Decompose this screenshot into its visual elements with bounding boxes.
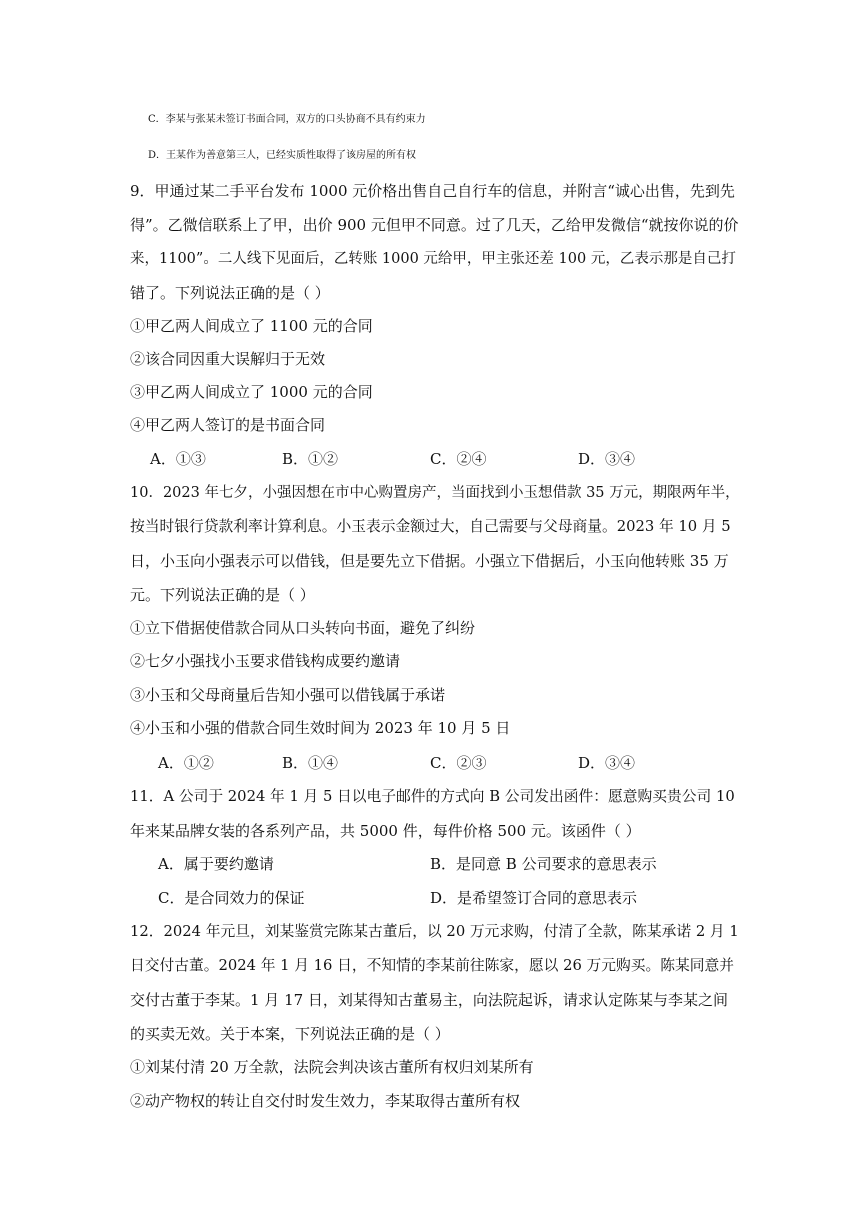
q9-statement-3: ③甲乙两人间成立了 1000 元的合同: [130, 383, 373, 401]
q12-statement-1: ①刘某付清 20 万全款，法院会判决该古董所有权归刘某所有: [130, 1058, 534, 1076]
q10-option-b: B．①④: [282, 754, 339, 772]
q9-option-a: A．①③: [150, 450, 206, 468]
q10-stem-line4: 元。下列说法正确的是（ ）: [130, 586, 315, 604]
q11-option-b: B．是同意 B 公司要求的意思表示: [430, 855, 657, 873]
q9-stem-line4: 错了。下列说法正确的是（ ）: [130, 284, 330, 302]
q9-statement-1: ①甲乙两人间成立了 1100 元的合同: [130, 317, 373, 335]
q11-stem-line2: 年来某品牌女装的各系列产品，共 5000 件，每件价格 500 元。该函件（ ）: [130, 822, 641, 840]
q9-stem-line3: 来，1100”。二人线下见面后，乙转账 1000 元给甲，甲主张还差 100 元，乙表示那是自己打: [130, 251, 736, 267]
q11-stem-line1: 11．A 公司于 2024 年 1 月 5 日以电子邮件的方式向 B 公司发出函件：愿意购买贵公司 10: [130, 788, 735, 805]
q10-option-c: C．②③: [430, 754, 487, 772]
q10-statement-3: ③小玉和父母商量后告知小强可以借钱属于承诺: [130, 686, 446, 704]
q11-option-d: D．是希望签订合同的意思表示: [430, 889, 638, 907]
q9-option-c: C．②④: [430, 450, 487, 468]
q10-option-a: A．①②: [158, 754, 214, 772]
q11-option-c: C．是合同效力的保证: [158, 889, 305, 907]
q12-stem-line4: 的买卖无效。关于本案，下列说法正确的是（ ）: [130, 1025, 450, 1043]
q9-option-b: B．①②: [282, 450, 339, 468]
q9-stem-line1: 9．甲通过某二手平台发布 1000 元价格出售自己自行车的信息，并附言“诚心出售，先到先: [130, 182, 735, 200]
q9-statement-4: ④甲乙两人签订的是书面合同: [130, 416, 326, 434]
q8-option-c: C．李某与张某未签订书面合同，双方的口头协商不具有约束力: [148, 114, 426, 125]
q10-stem-line1: 10．2023 年七夕，小强因想在市中心购置房产，当面找到小玉想借款 35 万元，期限两年半，: [130, 485, 740, 501]
q10-statement-2: ②七夕小强找小玉要求借钱构成要约邀请: [130, 652, 401, 670]
q12-stem-line1: 12．2024 年元旦，刘某鉴赏完陈某古董后，以 20 万元求购，付清了全款，陈某承诺 2 月 1: [130, 923, 739, 940]
q10-statement-1: ①立下借据使借款合同从口头转向书面，避免了纠纷: [130, 619, 476, 637]
q8-option-d: D．王某作为善意第三人，已经实质性取得了该房屋的所有权: [148, 150, 417, 161]
q12-stem-line3: 交付古董于李某。1 月 17 日，刘某得知古董易主，向法院起诉，请求认定陈某与李某之间: [130, 991, 728, 1009]
q10-stem-line2: 按当时银行贷款利率计算利息。小玉表示金额过大，自己需要与父母商量。2023 年 10 月 5: [130, 518, 731, 535]
q9-statement-2: ②该合同因重大误解归于无效: [130, 350, 326, 368]
q9-option-d: D．③④: [578, 450, 636, 468]
q9-stem-line2: 得”。乙微信联系上了甲，出价 900 元但甲不同意。过了几天，乙给甲发微信“就按你说的价: [130, 216, 739, 234]
q10-statement-4: ④小玉和小强的借款合同生效时间为 2023 年 10 月 5 日: [130, 719, 511, 737]
q10-option-d: D．③④: [578, 754, 636, 772]
q10-stem-line3: 日，小玉向小强表示可以借钱，但是要先立下借据。小强立下借据后，小玉向他转账 35 万: [130, 552, 729, 570]
q12-statement-2: ②动产物权的转让自交付时发生效力，李某取得古董所有权: [130, 1092, 521, 1110]
q12-stem-line2: 日交付古董。2024 年 1 月 16 日，不知情的李某前往陈家，愿以 26 万元购买。陈某同意并: [130, 957, 735, 974]
q11-option-a: A．属于要约邀请: [158, 855, 274, 873]
